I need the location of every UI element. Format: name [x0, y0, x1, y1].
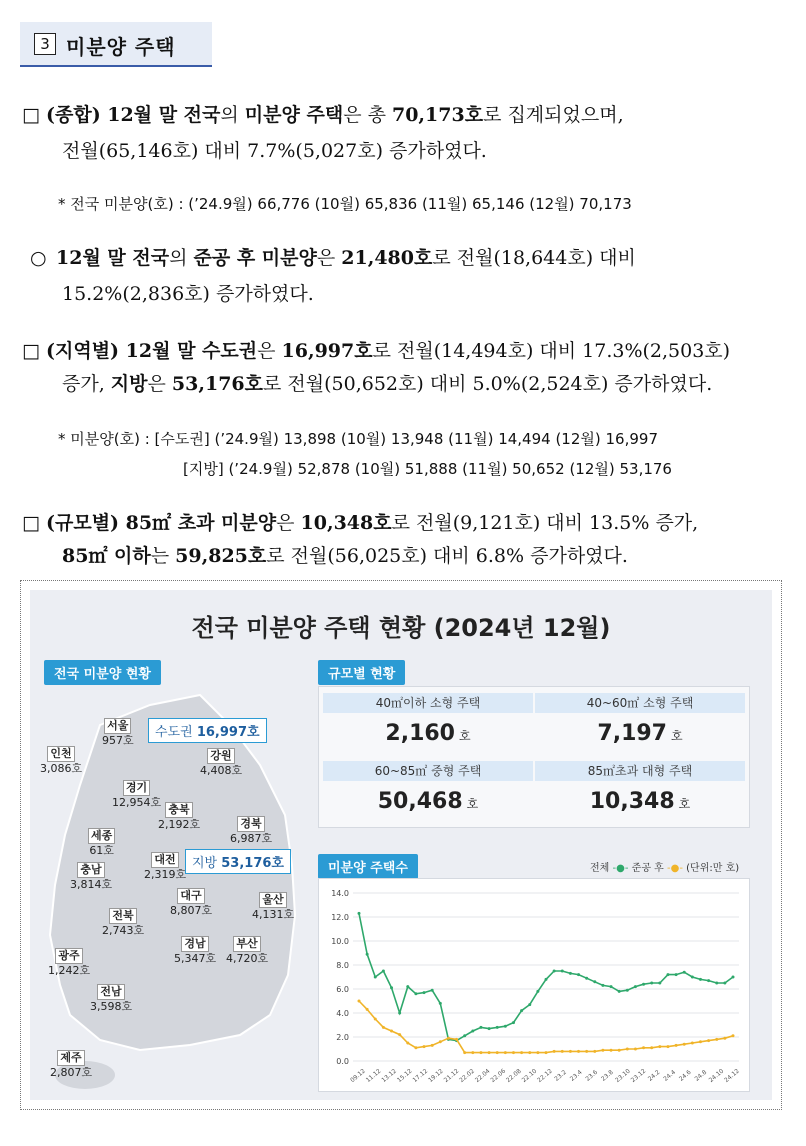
data-point [601, 984, 604, 987]
data-point [618, 1049, 621, 1052]
data-point [732, 976, 735, 979]
data-point [520, 1009, 523, 1012]
city-label [112, 780, 161, 810]
city-label [170, 888, 212, 918]
city-label [102, 908, 144, 938]
x-tick-label: 23.2 [553, 1068, 568, 1083]
data-point [650, 1046, 653, 1049]
data-point [471, 1051, 474, 1054]
data-point [569, 1050, 572, 1053]
city-label [90, 984, 132, 1014]
city-label [70, 862, 112, 892]
data-point [528, 1051, 531, 1054]
square-bullet: □ [22, 340, 40, 362]
data-point [398, 1012, 401, 1015]
city-label [226, 936, 268, 966]
city-label [230, 816, 272, 846]
data-point [504, 1051, 507, 1054]
city-value: 2,743호 [102, 924, 145, 937]
data-point [569, 972, 572, 975]
city-value: 4,408호 [200, 764, 243, 777]
city-name: 부산 [233, 936, 260, 952]
city-name: 울산 [259, 892, 286, 908]
data-point [479, 1026, 482, 1029]
data-point [406, 985, 409, 988]
capital-box: 수도권 16,997호 [148, 718, 267, 743]
city-value: 3,598호 [90, 1000, 133, 1013]
y-tick-label: 4.0 [336, 1009, 349, 1018]
data-point [658, 1045, 661, 1048]
city-value: 2,192호 [158, 818, 201, 831]
data-point [577, 1050, 580, 1053]
note-regional-line2: [지방] (’24.9월) 52,878 (10월) 51,888 (11월) 50,652 (12월) 53,176 [183, 460, 672, 478]
data-point [561, 1050, 564, 1053]
size-cell-1: 40㎡이하 소형 주택 2,160 호 [323, 693, 533, 749]
city-name: 경기 [123, 780, 150, 796]
data-point [675, 973, 678, 976]
city-value: 12,954호 [112, 796, 162, 809]
city-value: 4,720호 [226, 952, 269, 965]
data-point [536, 990, 539, 993]
x-tick-label: 13.12 [380, 1067, 399, 1085]
paragraph-overall-line2: 전월(65,146호) 대비 7.7%(5,027호) 증가하였다. [62, 140, 487, 162]
y-tick-label: 0.0 [336, 1057, 349, 1066]
data-point [675, 1044, 678, 1047]
data-point [610, 1049, 613, 1052]
city-name: 강원 [207, 748, 234, 764]
city-name: 대전 [151, 852, 178, 868]
data-point [520, 1051, 523, 1054]
data-point [601, 1049, 604, 1052]
trend-chart [319, 879, 749, 1091]
city-name: 인천 [47, 746, 74, 762]
data-point [423, 1045, 426, 1048]
x-tick-label: 24.6 [677, 1068, 693, 1083]
data-point [463, 1034, 466, 1037]
city-name: 서울 [104, 718, 131, 734]
data-point [358, 1000, 361, 1003]
data-point [715, 982, 718, 985]
data-point [577, 973, 580, 976]
paragraph-regional-line2: 증가, 지방은 53,176호로 전월(50,652호) 대비 5.0%(2,524호) 증가하였다. [62, 373, 713, 395]
x-tick-label: 23.8 [600, 1068, 615, 1083]
x-tick-label: 23.10 [614, 1067, 632, 1085]
city-value: 61호 [89, 844, 114, 857]
data-point [618, 990, 621, 993]
x-tick-label: 23.12 [629, 1067, 648, 1085]
size-cell-4: 85㎡초과 대형 주택 10,348 호 [535, 761, 745, 817]
data-point [691, 1042, 694, 1045]
city-label [252, 892, 294, 922]
data-point [488, 1027, 491, 1030]
x-tick-label: 22.02 [458, 1067, 476, 1085]
paragraph-size-line2: 85㎡ 이하는 59,825호로 전월(56,025호) 대비 6.8% 증가하였다. [62, 545, 628, 567]
city-name: 충북 [165, 802, 192, 818]
y-tick-label: 2.0 [336, 1033, 349, 1042]
data-point [642, 1046, 645, 1049]
data-point [699, 978, 702, 981]
city-label [200, 748, 242, 778]
data-point [390, 986, 393, 989]
data-point [382, 970, 385, 973]
x-tick-label: 24.8 [693, 1068, 709, 1083]
city-label [174, 936, 216, 966]
data-point [447, 1037, 450, 1040]
note-regional-line1: * 미분양(호) : [수도권] (’24.9월) 13,898 (10월) 13,948 (11월) 14,494 (12월) 16,997 [58, 430, 658, 448]
city-label [88, 828, 115, 858]
circle-bullet: ○ [30, 247, 47, 269]
paragraph-completed-line2: 15.2%(2,836호) 증가하였다. [62, 283, 314, 305]
city-name: 전북 [109, 908, 136, 924]
city-value: 8,807호 [170, 904, 213, 917]
data-point [723, 982, 726, 985]
city-label [50, 1050, 92, 1080]
data-point [512, 1021, 515, 1024]
paragraph-overall: □ (종합) 12월 말 전국의 미분양 주택은 총 70,173호로 집계되었으며, [22, 104, 624, 126]
data-point [496, 1026, 499, 1029]
y-tick-label: 14.0 [331, 889, 349, 898]
city-value: 6,987호 [230, 832, 273, 845]
city-name: 전남 [97, 984, 124, 1000]
x-tick-label: 24.10 [707, 1067, 726, 1085]
city-name: 광주 [55, 948, 82, 964]
data-point [536, 1051, 539, 1054]
data-point [561, 970, 564, 973]
city-value: 2,807호 [50, 1066, 93, 1079]
x-tick-label: 24.2 [646, 1068, 662, 1083]
data-point [683, 1043, 686, 1046]
city-name: 경남 [181, 936, 208, 952]
data-point [398, 1033, 401, 1036]
legend-completed-marker: -●- [667, 863, 683, 874]
legend-total-marker: -●- [612, 863, 629, 874]
paragraph-completed: ○ 12월 말 전국의 준공 후 미분양은 21,480호로 전월(18,644호) 대비 [30, 243, 636, 273]
data-point [496, 1051, 499, 1054]
data-point [593, 1050, 596, 1053]
paragraph-regional: □ (지역별) 12월 말 수도권은 16,997호로 전월(14,494호) 대비 17.3%(2,503호) [22, 340, 731, 362]
data-point [414, 992, 417, 995]
city-value: 2,319호 [144, 868, 187, 881]
size-cell-2: 40~60㎡ 소형 주택 7,197 호 [535, 693, 745, 749]
x-tick-label: 24.12 [723, 1067, 741, 1085]
city-name: 충남 [77, 862, 104, 878]
y-tick-label: 8.0 [336, 961, 349, 970]
data-point [479, 1051, 482, 1054]
section-title: 미분양 주택 [66, 35, 176, 59]
x-tick-label: 24.4 [662, 1068, 678, 1083]
y-tick-label: 12.0 [331, 913, 349, 922]
data-point [471, 1030, 474, 1033]
data-point [666, 1045, 669, 1048]
data-point [423, 991, 426, 994]
city-name: 세종 [88, 828, 115, 844]
data-point [707, 1039, 710, 1042]
data-point [732, 1034, 735, 1037]
city-value: 4,131호 [252, 908, 295, 921]
size-cell-3: 60~85㎡ 중형 주택 50,468 호 [323, 761, 533, 817]
data-point [431, 1044, 434, 1047]
note-national: * 전국 미분양(호) : (’24.9월) 66,776 (10월) 65,836 (11월) 65,146 (12월) 70,173 [58, 195, 632, 213]
data-point [374, 1018, 377, 1021]
x-tick-label: 22.04 [473, 1067, 492, 1085]
chart-legend: 전체 -●- 준공 후 -●- (단위:만 호) [590, 863, 740, 874]
size-panel [318, 686, 750, 828]
x-tick-label: 22.10 [520, 1067, 539, 1085]
data-point [715, 1038, 718, 1041]
data-point [504, 1025, 507, 1028]
city-label [144, 852, 186, 882]
square-bullet: □ [22, 512, 40, 534]
data-point [553, 1050, 556, 1053]
data-point [382, 1026, 385, 1029]
x-tick-label: 09.12 [349, 1067, 367, 1085]
data-point [414, 1046, 417, 1049]
section-number: 3 [34, 33, 56, 55]
chart-tag: 미분양 주택수 [318, 854, 418, 879]
data-point [528, 1003, 531, 1006]
data-point [585, 1050, 588, 1053]
data-point [723, 1037, 726, 1040]
x-tick-label: 11.12 [364, 1067, 383, 1085]
local-box: 지방 53,176호 [185, 849, 291, 874]
x-tick-label: 23.4 [568, 1068, 584, 1083]
data-point [545, 978, 548, 981]
data-point [455, 1038, 458, 1041]
city-name: 대구 [177, 888, 204, 904]
data-point [431, 989, 434, 992]
city-label [48, 948, 90, 978]
data-point [666, 973, 669, 976]
y-tick-label: 10.0 [331, 937, 349, 946]
x-tick-label: 22.06 [489, 1067, 508, 1085]
data-point [626, 989, 629, 992]
data-point [634, 1048, 637, 1051]
x-tick-label: 21.12 [442, 1067, 461, 1085]
data-point [683, 971, 686, 974]
data-point [390, 1030, 393, 1033]
chart-panel [318, 878, 750, 1092]
city-name: 제주 [57, 1050, 84, 1066]
y-tick-label: 6.0 [336, 985, 349, 994]
data-point [439, 1002, 442, 1005]
data-point [691, 976, 694, 979]
city-label [102, 718, 134, 748]
city-value: 3,814호 [70, 878, 113, 891]
series-line-total [359, 913, 733, 1040]
data-point [610, 985, 613, 988]
data-point [699, 1040, 702, 1043]
data-point [366, 953, 369, 956]
data-point [488, 1051, 491, 1054]
data-point [366, 1008, 369, 1011]
x-tick-label: 22.12 [536, 1067, 554, 1085]
x-tick-label: 22.08 [505, 1067, 523, 1085]
square-bullet: □ [22, 104, 40, 126]
infographic [30, 590, 772, 1100]
city-name: 경북 [237, 816, 264, 832]
city-label [158, 802, 200, 832]
data-point [374, 976, 377, 979]
city-label [40, 746, 82, 776]
data-point [463, 1051, 466, 1054]
data-point [658, 982, 661, 985]
data-point [707, 979, 710, 982]
city-value: 3,086호 [40, 762, 83, 775]
data-point [585, 977, 588, 980]
infographic-title: 전국 미분양 주택 현황 (2024년 12월) [191, 614, 611, 642]
city-value: 957호 [102, 734, 134, 747]
paragraph-size: □ (규모별) 85㎡ 초과 미분양은 10,348호로 전월(9,121호) 대비 13.5% 증가, [22, 512, 699, 534]
city-value: 1,242호 [48, 964, 91, 977]
x-tick-label: 19.12 [427, 1067, 445, 1085]
data-point [358, 912, 361, 915]
size-tag: 규모별 현황 [318, 660, 405, 685]
data-point [545, 1051, 548, 1054]
data-point [626, 1048, 629, 1051]
data-point [593, 980, 596, 983]
data-point [512, 1051, 515, 1054]
x-tick-label: 23.6 [584, 1068, 600, 1083]
data-point [439, 1040, 442, 1043]
map-tag: 전국 미분양 현황 [44, 660, 161, 685]
data-point [642, 983, 645, 986]
section-header [20, 22, 212, 67]
data-point [634, 985, 637, 988]
x-tick-label: 15.12 [395, 1067, 414, 1085]
x-tick-label: 17.12 [411, 1067, 430, 1085]
city-value: 5,347호 [174, 952, 217, 965]
data-point [650, 982, 653, 985]
data-point [406, 1042, 409, 1045]
data-point [553, 970, 556, 973]
